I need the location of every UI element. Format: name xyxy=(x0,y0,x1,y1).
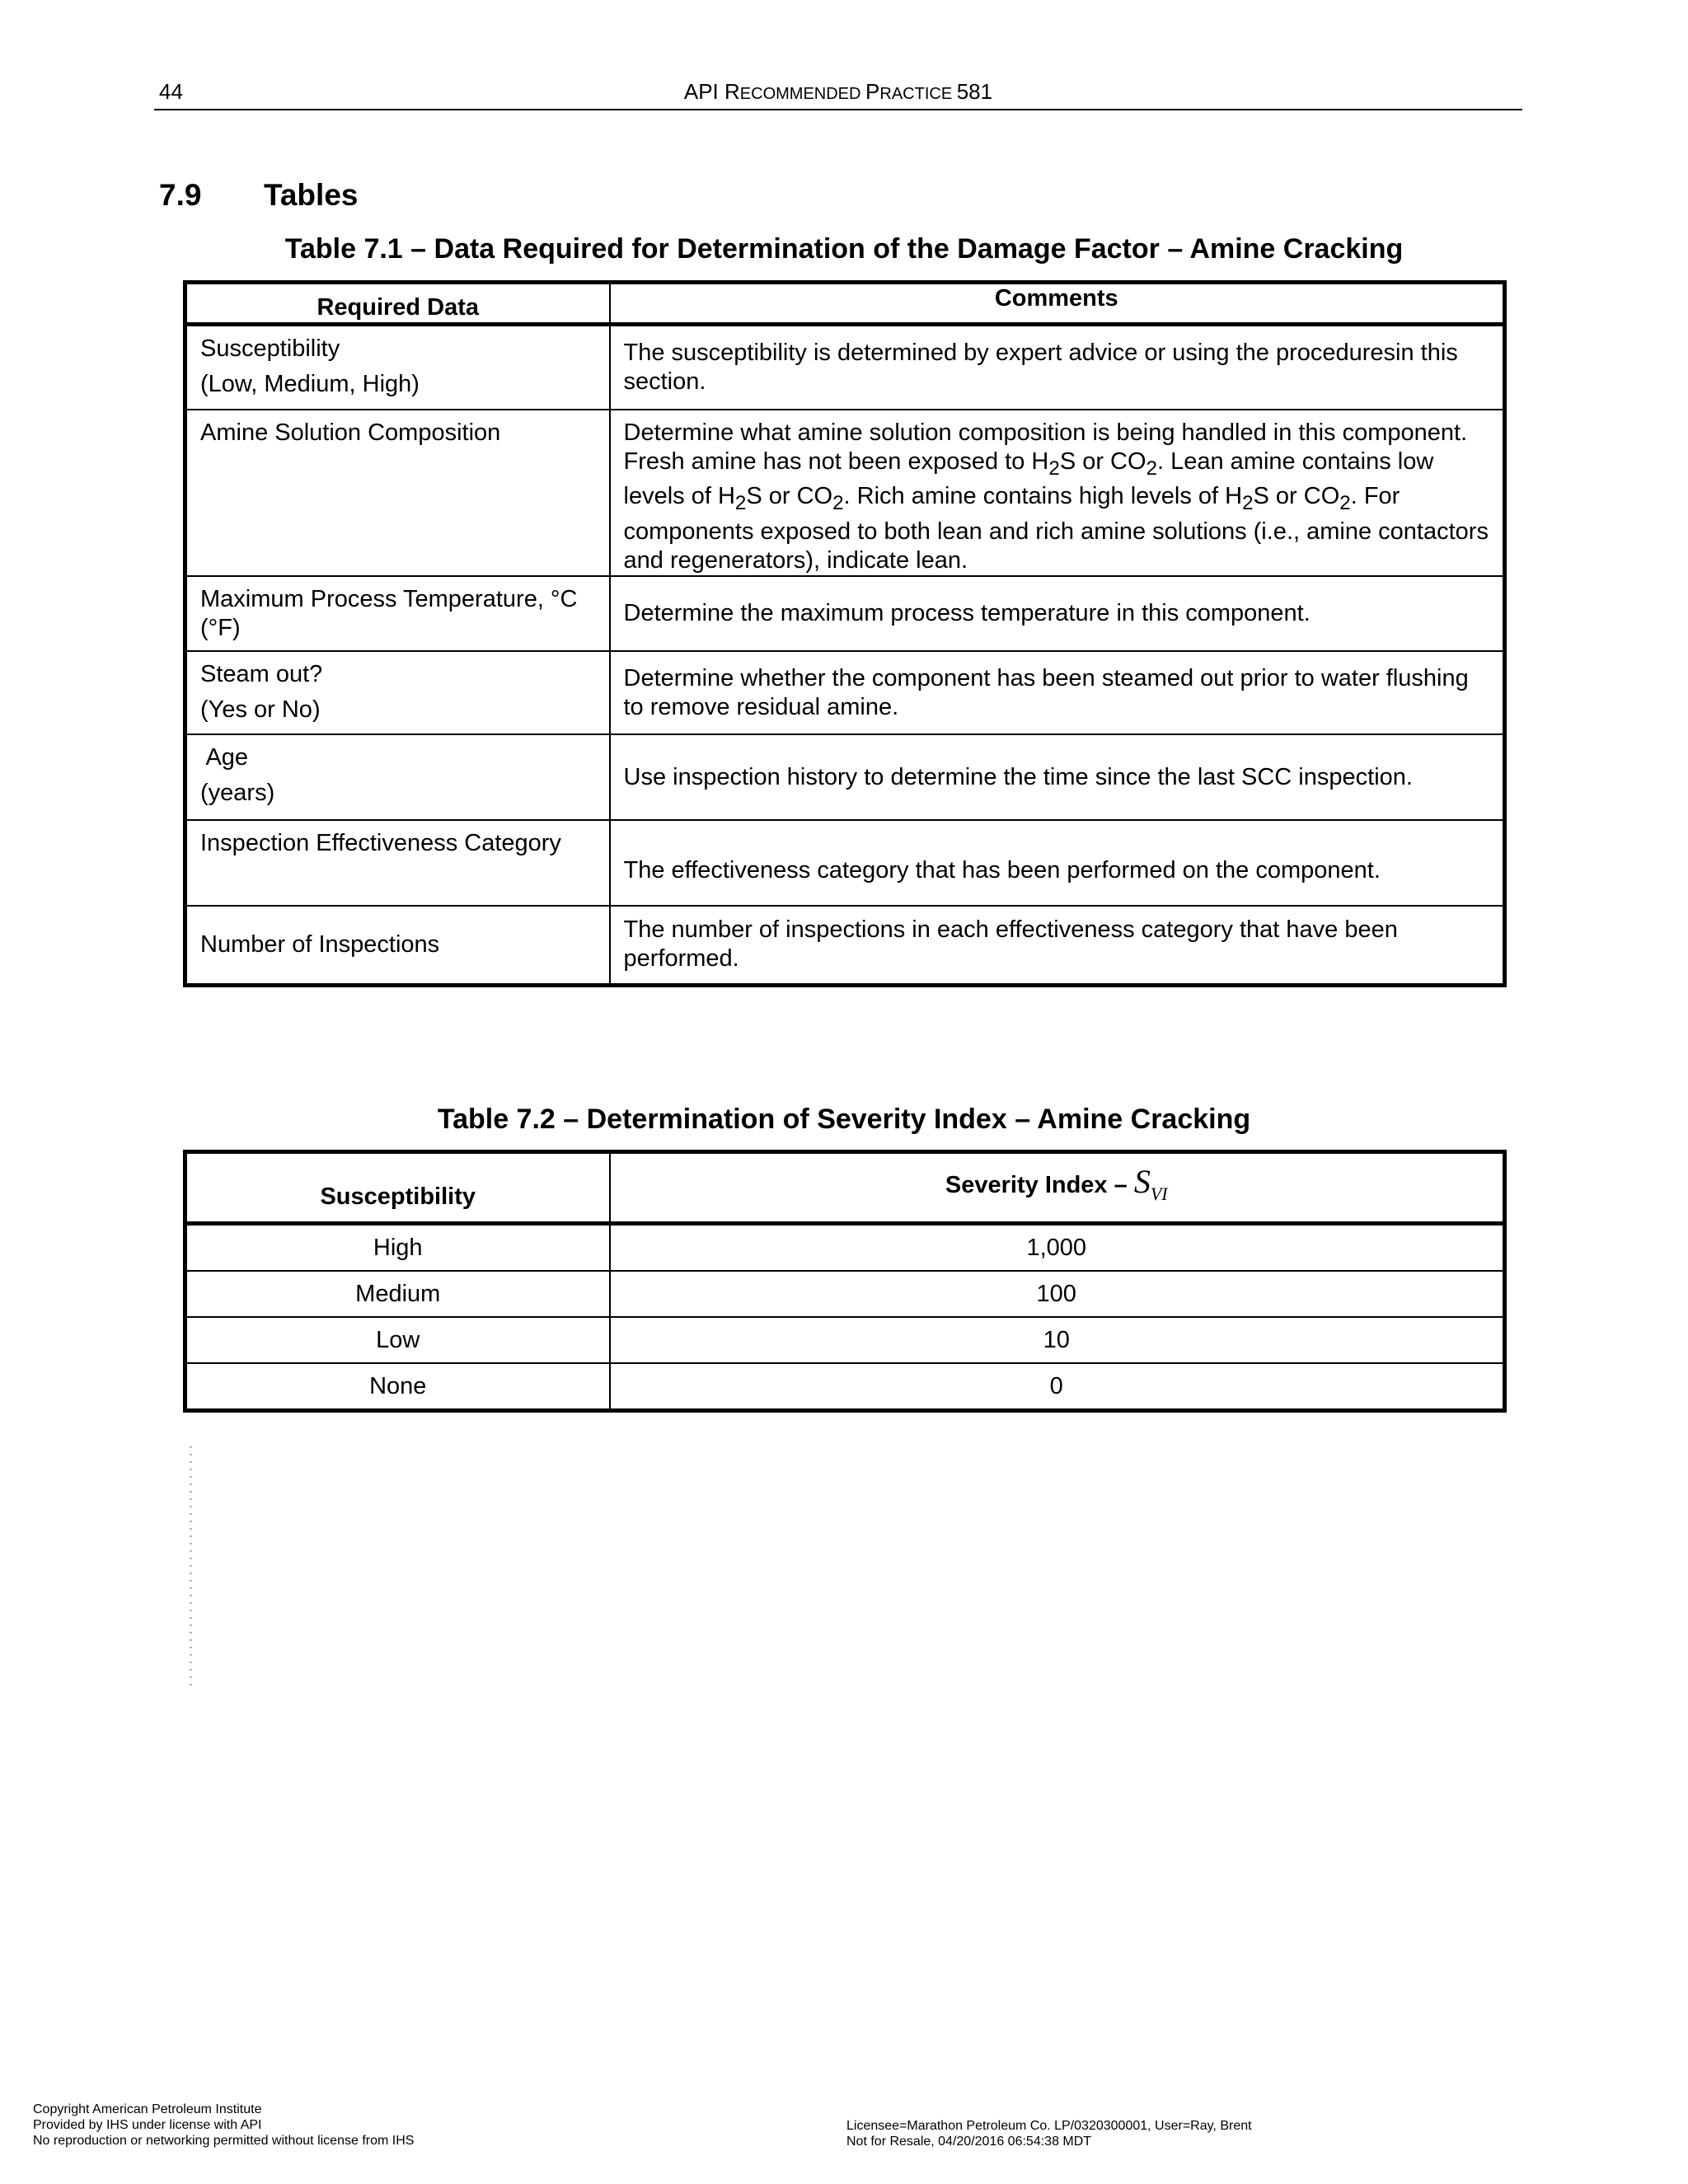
column-header-severity-index: Severity Index – $S_{VI}$ xyxy=(610,1152,1505,1224)
table-row xyxy=(185,1271,1505,1317)
susceptibility-cell: Medium xyxy=(185,1271,610,1317)
comment-cell: Determine the maximum process temperature in this component. xyxy=(610,576,1505,651)
severity-cell: 1,000 xyxy=(610,1224,1505,1272)
severity-cell: 10 xyxy=(610,1317,1505,1363)
section-number: 7.9 xyxy=(159,178,202,212)
table1-caption: Table 7.1 – Data Required for Determination of the Damage Factor – Amine Cracking xyxy=(284,233,1404,265)
comment-cell: Use inspection history to determine the time since the last SCC inspection. xyxy=(610,734,1505,820)
comment-cell: The susceptibility is determined by expert advice or using the proceduresin this section. xyxy=(610,325,1505,410)
table-row xyxy=(185,820,1505,906)
page-number: 44 xyxy=(159,79,183,104)
column-header-required-data: Required Data xyxy=(185,283,610,325)
table-row xyxy=(185,651,1505,734)
table-row xyxy=(185,906,1505,985)
table2-caption: Table 7.2 – Determination of Severity Index – Amine Cracking xyxy=(437,1104,1251,1135)
table-row xyxy=(185,1224,1505,1272)
column-header-comments: Comments xyxy=(610,283,1505,325)
severity-cell: 100 xyxy=(610,1271,1505,1317)
section-title: Tables xyxy=(264,178,359,212)
susceptibility-cell: Low xyxy=(185,1317,610,1363)
footer-license: Licensee=Marathon Petroleum Co. LP/0320300001, User=Ray, Brent Not for Resale, 04/20/2016 06:54:38 MDT xyxy=(846,2119,1252,2149)
required-data-cell: Age (years) xyxy=(185,734,610,820)
table-header-row xyxy=(185,1152,1505,1224)
amine-data-table xyxy=(183,280,1507,987)
table-row xyxy=(185,325,1505,410)
svi-symbol: $S_{VI}$ xyxy=(1133,1163,1168,1204)
susceptibility-cell: None xyxy=(185,1363,610,1411)
required-data-cell: Susceptibility (Low, Medium, High) xyxy=(185,325,610,410)
footer-copyright: Copyright American Petroleum Institute Provided by IHS under license with API No reproduction or networking permitted without license from IHS xyxy=(33,2102,415,2148)
comment-cell: The effectiveness category that has been performed on the component. xyxy=(610,820,1505,906)
required-data-cell: Steam out? (Yes or No) xyxy=(185,651,610,734)
table-row xyxy=(185,576,1505,651)
scan-artifact xyxy=(190,1446,192,1685)
required-data-cell: Maximum Process Temperature, °C (°F) xyxy=(185,576,610,651)
required-data-cell: Number of Inspections xyxy=(185,906,610,985)
severity-cell: 0 xyxy=(610,1363,1505,1411)
section-heading xyxy=(159,178,358,213)
table-row xyxy=(185,1317,1505,1363)
column-header-susceptibility: Susceptibility xyxy=(185,1152,610,1224)
susceptibility-cell: High xyxy=(185,1224,610,1272)
table-row xyxy=(185,410,1505,577)
running-title: API RECOMMENDED PRACTICE 581 xyxy=(683,79,993,104)
comment-cell: The number of inspections in each effectiveness category that have been performed. xyxy=(610,906,1505,985)
page-header xyxy=(154,79,1522,110)
table-row xyxy=(185,1363,1505,1411)
comment-cell: Determine what amine solution composition is being handled in this component. Fresh amine has not been exposed to $H_2S$ or $CO_2$. Lean amine contains low levels of $H_2S$ or $CO_2$. Rich amine contains high levels of $H_2S$ or $CO_2$. For components exposed to both lean and rich amine solutions (i.e., amine contactors and regenerators), indicate lean. xyxy=(610,410,1505,577)
table-row xyxy=(185,734,1505,820)
severity-index-table xyxy=(183,1150,1507,1413)
required-data-cell: Amine Solution Composition xyxy=(185,410,610,577)
required-data-cell: Inspection Effectiveness Category xyxy=(185,820,610,906)
table-header-row xyxy=(185,283,1505,325)
comment-cell: Determine whether the component has been steamed out prior to water flushing to remove residual amine. xyxy=(610,651,1505,734)
